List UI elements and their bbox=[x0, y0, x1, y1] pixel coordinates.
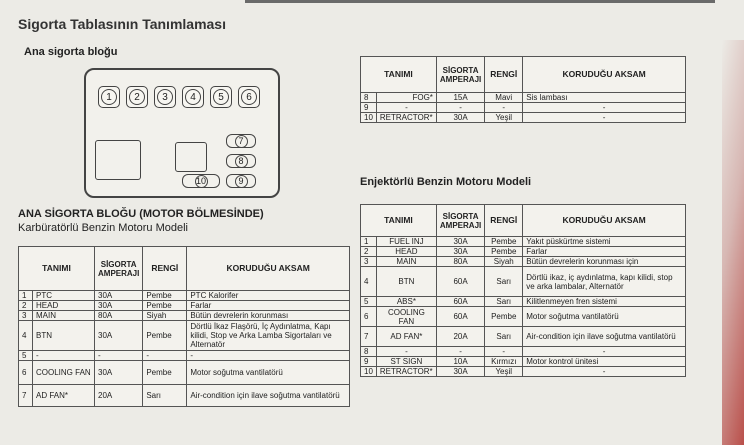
table-cell: Sarı bbox=[485, 327, 523, 347]
fuse-slot-4: 4 bbox=[182, 86, 204, 108]
table-cell: - bbox=[33, 351, 95, 361]
table-cell: 9 bbox=[361, 103, 377, 113]
table-cell: Yakıt püskürtme sistemi bbox=[523, 237, 686, 247]
table-cell: Motor kontrol ünitesi bbox=[523, 357, 686, 367]
table-cell: 30A bbox=[95, 361, 143, 385]
table-cell: - bbox=[376, 347, 436, 357]
table-cell: Air-condition için ilave soğutma vantilatörü bbox=[187, 385, 350, 407]
table-cell: - bbox=[187, 351, 350, 361]
table-cell: Pembe bbox=[485, 307, 523, 327]
table-cell: Siyah bbox=[485, 257, 523, 267]
table-cell: 10 bbox=[361, 367, 377, 377]
table-cell: Kırmızı bbox=[485, 357, 523, 367]
table-cell: - bbox=[523, 347, 686, 357]
table-row bbox=[361, 267, 686, 297]
table-cell: Siyah bbox=[143, 311, 187, 321]
table-cell: Pembe bbox=[143, 321, 187, 351]
fuse-box-label: Ana sigorta bloğu bbox=[24, 46, 118, 58]
table-cell: - bbox=[376, 103, 436, 113]
relay-block-small bbox=[175, 142, 207, 172]
fuse-slot-2: 2 bbox=[126, 86, 148, 108]
table-cell: RETRACTOR* bbox=[376, 113, 436, 123]
table-cell: Pembe bbox=[485, 247, 523, 257]
table-cell: 8 bbox=[361, 93, 377, 103]
table-cell: 30A bbox=[436, 367, 484, 377]
page-title: Sigorta Tablasının Tanımlaması bbox=[18, 16, 226, 32]
table-cell: 60A bbox=[436, 307, 484, 327]
table-cell: Sis lambası bbox=[523, 93, 686, 103]
table-row bbox=[361, 367, 686, 377]
table-cell: Farlar bbox=[187, 301, 350, 311]
table-cell: 30A bbox=[95, 321, 143, 351]
table-cell: 30A bbox=[436, 247, 484, 257]
table-cell: - bbox=[523, 367, 686, 377]
table-row bbox=[361, 103, 686, 113]
table-cell: 5 bbox=[19, 351, 33, 361]
fuse-slot-5: 5 bbox=[210, 86, 232, 108]
col-tanimi: TANIMI bbox=[19, 247, 95, 291]
table-row bbox=[361, 113, 686, 123]
table-cell: 1 bbox=[361, 237, 377, 247]
table-cell: MAIN bbox=[33, 311, 95, 321]
table-cell: Pembe bbox=[143, 361, 187, 385]
table-cell: MAIN bbox=[376, 257, 436, 267]
table-cell: 3 bbox=[361, 257, 377, 267]
table-cell: FOG* bbox=[376, 93, 436, 103]
table-cell: 4 bbox=[19, 321, 33, 351]
table-cell: PTC bbox=[33, 291, 95, 301]
table-cell: - bbox=[95, 351, 143, 361]
table-cell: - bbox=[143, 351, 187, 361]
table-row bbox=[361, 297, 686, 307]
table-cell: HEAD bbox=[376, 247, 436, 257]
relay-block-large bbox=[95, 140, 141, 180]
table-cell: 6 bbox=[361, 307, 377, 327]
table-cell: 20A bbox=[95, 385, 143, 407]
table-cell: - bbox=[436, 347, 484, 357]
table-row bbox=[361, 247, 686, 257]
table-cell: AD FAN* bbox=[376, 327, 436, 347]
table-cell: Mavi bbox=[485, 93, 523, 103]
col-tanimi: TANIMI bbox=[361, 205, 437, 237]
table-row bbox=[19, 301, 350, 311]
col-koruma: KORUDUĞU AKSAM bbox=[523, 205, 686, 237]
table-cell: Bütün devrelerin korunması için bbox=[523, 257, 686, 267]
table-cell: ST SIGN bbox=[376, 357, 436, 367]
table-row bbox=[19, 361, 350, 385]
table-cell: Sarı bbox=[143, 385, 187, 407]
table-cell: 80A bbox=[95, 311, 143, 321]
table-row bbox=[19, 291, 350, 301]
table-cell: 3 bbox=[19, 311, 33, 321]
table-cell: - bbox=[485, 103, 523, 113]
table-cell: Pembe bbox=[143, 291, 187, 301]
table-row bbox=[361, 307, 686, 327]
table-cell: BTN bbox=[376, 267, 436, 297]
top-rule bbox=[245, 0, 715, 3]
fuse-slot-10: 10 bbox=[182, 174, 220, 188]
table-cell: RETRACTOR* bbox=[376, 367, 436, 377]
page-edge-shadow bbox=[722, 40, 744, 445]
table-cell: 1 bbox=[19, 291, 33, 301]
fuse-slot-9: 9 bbox=[226, 174, 256, 188]
table-row bbox=[361, 257, 686, 267]
table-cell: Dörtlü ikaz, iç aydınlatma, kapı kilidi, stop ve arka lambalar, Alternatör bbox=[523, 267, 686, 297]
table-row bbox=[361, 347, 686, 357]
table-cell: Pembe bbox=[143, 301, 187, 311]
table-cell: Farlar bbox=[523, 247, 686, 257]
table-cell: Sarı bbox=[485, 267, 523, 297]
col-amperaj: SİGORTA AMPERAJI bbox=[436, 57, 484, 93]
table-cell: AD FAN* bbox=[33, 385, 95, 407]
table-cell: Dörtlü İkaz Flaşörü, İç Aydınlatma, Kapı kilidi, Stop ve Arka Lamba Sigortaları ve Alternatör bbox=[187, 321, 350, 351]
table-row bbox=[361, 327, 686, 347]
continuation-fuse-table bbox=[360, 56, 686, 123]
table-cell: BTN bbox=[33, 321, 95, 351]
table-cell: 30A bbox=[95, 291, 143, 301]
col-tanimi: TANIMI bbox=[361, 57, 437, 93]
table-cell: COOLING FAN bbox=[376, 307, 436, 327]
table-cell: 4 bbox=[361, 267, 377, 297]
table-cell: 30A bbox=[436, 113, 484, 123]
table-cell: HEAD bbox=[33, 301, 95, 311]
table-row bbox=[19, 311, 350, 321]
carburetor-model-heading: Karbüratörlü Benzin Motoru Modeli bbox=[18, 222, 188, 234]
fuse-slot-8: 8 bbox=[226, 154, 256, 168]
fuse-slot-6: 6 bbox=[238, 86, 260, 108]
table-cell: COOLING FAN bbox=[33, 361, 95, 385]
main-fuse-block-heading: ANA SİGORTA BLOĞU (MOTOR BÖLMESİNDE) bbox=[18, 208, 264, 220]
table-cell: Motor soğutma vantilatörü bbox=[523, 307, 686, 327]
injector-fuse-table bbox=[360, 204, 686, 377]
table-cell: 8 bbox=[361, 347, 377, 357]
table-row bbox=[361, 93, 686, 103]
col-amperaj: SİGORTA AMPERAJI bbox=[95, 247, 143, 291]
table-cell: 2 bbox=[361, 247, 377, 257]
table-cell: 7 bbox=[361, 327, 377, 347]
table-cell: 9 bbox=[361, 357, 377, 367]
table-cell: Air-condition için ilave soğutma vantilatörü bbox=[523, 327, 686, 347]
table-cell: Bütün devrelerin korunması bbox=[187, 311, 350, 321]
table-row bbox=[361, 237, 686, 247]
table-cell: Pembe bbox=[485, 237, 523, 247]
table-cell: - bbox=[523, 113, 686, 123]
table-cell: FUEL INJ bbox=[376, 237, 436, 247]
table-cell: Yeşil bbox=[485, 113, 523, 123]
table-cell: 60A bbox=[436, 297, 484, 307]
table-cell: - bbox=[436, 103, 484, 113]
fuse-box-diagram bbox=[84, 68, 280, 198]
table-cell: 6 bbox=[19, 361, 33, 385]
table-cell: 80A bbox=[436, 257, 484, 267]
table-cell: Sarı bbox=[485, 297, 523, 307]
carburetor-fuse-table bbox=[18, 246, 350, 407]
table-cell: 20A bbox=[436, 327, 484, 347]
table-cell: - bbox=[523, 103, 686, 113]
fuse-slot-1: 1 bbox=[98, 86, 120, 108]
col-koruma: KORUDUĞU AKSAM bbox=[187, 247, 350, 291]
table-cell: 15A bbox=[436, 93, 484, 103]
table-cell: Kilitlenmeyen fren sistemi bbox=[523, 297, 686, 307]
fuse-slot-7: 7 bbox=[226, 134, 256, 148]
col-rengi: RENGİ bbox=[143, 247, 187, 291]
col-rengi: RENGİ bbox=[485, 205, 523, 237]
table-row bbox=[361, 357, 686, 367]
table-cell: Yeşil bbox=[485, 367, 523, 377]
table-cell: - bbox=[485, 347, 523, 357]
table-row bbox=[19, 321, 350, 351]
col-rengi: RENGİ bbox=[485, 57, 523, 93]
table-row bbox=[19, 385, 350, 407]
table-cell: 30A bbox=[95, 301, 143, 311]
table-cell: 2 bbox=[19, 301, 33, 311]
table-cell: Motor soğutma vantilatörü bbox=[187, 361, 350, 385]
col-koruma: KORUDUĞU AKSAM bbox=[523, 57, 686, 93]
injector-model-heading: Enjektörlü Benzin Motoru Modeli bbox=[360, 176, 532, 188]
table-cell: 60A bbox=[436, 267, 484, 297]
table-cell: 10A bbox=[436, 357, 484, 367]
table-cell: 5 bbox=[361, 297, 377, 307]
table-cell: PTC Kalorifer bbox=[187, 291, 350, 301]
table-cell: 10 bbox=[361, 113, 377, 123]
col-amperaj: SİGORTA AMPERAJI bbox=[436, 205, 484, 237]
table-cell: 7 bbox=[19, 385, 33, 407]
table-row bbox=[19, 351, 350, 361]
table-cell: ABS* bbox=[376, 297, 436, 307]
table-cell: 30A bbox=[436, 237, 484, 247]
fuse-slot-3: 3 bbox=[154, 86, 176, 108]
